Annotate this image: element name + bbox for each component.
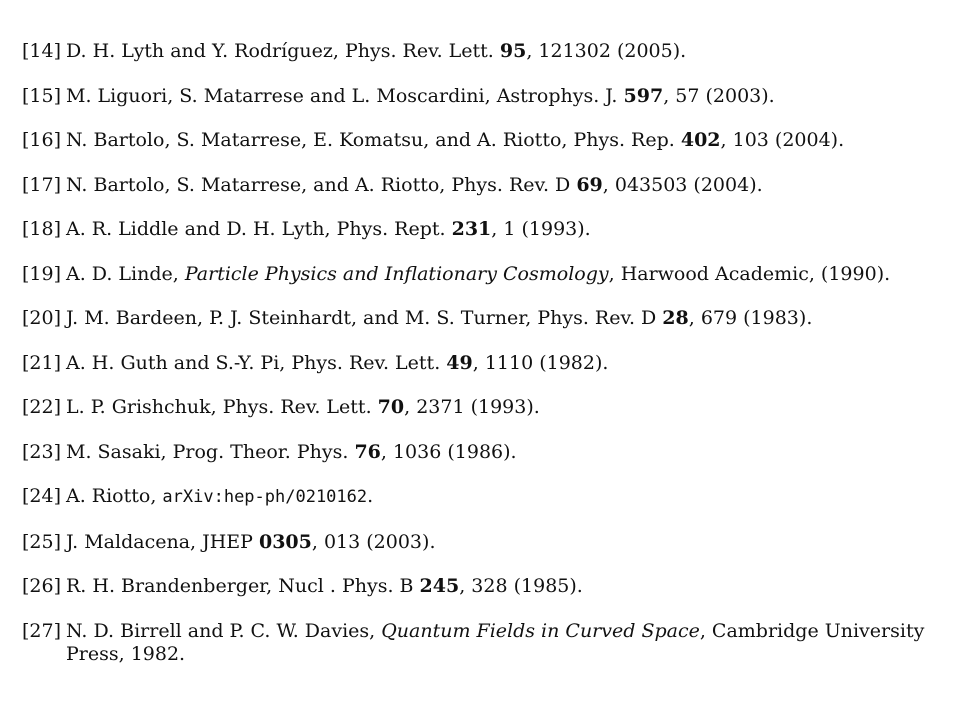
reference-number: [20] (22, 307, 62, 329)
reference-item (22, 485, 942, 509)
reference-item (22, 174, 942, 197)
reference-segment: A. Riotto, (66, 485, 163, 507)
volume-number: 69 (576, 173, 603, 196)
reference-item (22, 352, 942, 375)
reference-number: [16] (22, 129, 62, 151)
reference-segment: , 1036 (1986). (380, 440, 517, 463)
reference-segment: M. Liguori, S. Matarrese and L. Moscardini, Astrophys. J. (66, 84, 624, 107)
reference-number: [25] (22, 530, 62, 553)
reference-item (22, 396, 942, 419)
volume-number: 231 (451, 218, 492, 240)
reference-text (66, 129, 942, 152)
reference-segment: N. D. Birrell and P. C. W. Davies, (66, 619, 382, 642)
volume-number: 28 (662, 307, 689, 329)
reference-segment: , Cambridge University Press, 1982. (66, 619, 925, 665)
reference-item (22, 40, 942, 63)
reference-segment: A. D. Linde, (66, 262, 185, 285)
reference-segment: . (367, 485, 374, 507)
reference-item (22, 441, 942, 464)
volume-number: 76 (354, 440, 381, 463)
reference-number: [21] (22, 351, 62, 374)
reference-segment: A. R. Liddle and D. H. Lyth, Phys. Rept. (66, 218, 452, 240)
reference-number: [24] (22, 485, 62, 507)
reference-segment: , 1 (1993). (491, 218, 591, 240)
reference-segment: D. H. Lyth and Y. Rodríguez, Phys. Rev. Lett. (66, 40, 500, 62)
reference-text (66, 441, 942, 464)
volume-number: 95 (499, 40, 527, 62)
reference-text (66, 575, 942, 598)
volume-number: 0305 (258, 530, 312, 553)
arxiv-id: arXiv:hep-ph/0210162 (162, 487, 368, 507)
volume-number: 49 (446, 351, 473, 374)
reference-text (66, 85, 942, 108)
reference-number: [27] (22, 619, 62, 642)
reference-segment: A. H. Guth and S.-Y. Pi, Phys. Rev. Lett. (66, 351, 447, 374)
reference-segment: , 1110 (1982). (472, 351, 609, 374)
reference-segment: J. Maldacena, JHEP (66, 530, 259, 553)
volume-number: 245 (419, 575, 460, 597)
reference-segment: N. Bartolo, S. Matarrese, and A. Riotto, Phys. Rev. D (66, 173, 577, 196)
reference-segment: , 121302 (2005). (526, 40, 687, 62)
book-title: Quantum Fields in Curved Space (381, 619, 700, 642)
reference-number: [15] (22, 84, 62, 107)
reference-segment: , 2371 (1993). (404, 396, 540, 418)
reference-text (66, 352, 942, 375)
reference-segment: , 679 (1983). (688, 307, 813, 329)
reference-item (22, 263, 942, 286)
reference-text (66, 620, 942, 666)
reference-segment: J. M. Bardeen, P. J. Steinhardt, and M. S. Turner, Phys. Rev. D (66, 307, 663, 329)
volume-number: 597 (623, 84, 664, 107)
reference-segment: L. P. Grishchuk, Phys. Rev. Lett. (66, 396, 378, 418)
reference-number: [22] (22, 396, 62, 418)
reference-item (22, 531, 942, 554)
book-title: Particle Physics and Inflationary Cosmology (184, 262, 609, 285)
reference-segment: N. Bartolo, S. Matarrese, E. Komatsu, and A. Riotto, Phys. Rep. (66, 129, 681, 151)
reference-item (22, 620, 942, 666)
reference-list (22, 40, 942, 687)
reference-segment: , 043503 (2004). (602, 173, 763, 196)
reference-segment: R. H. Brandenberger, Nucl . Phys. B (66, 575, 420, 597)
reference-text (66, 40, 942, 63)
reference-item (22, 129, 942, 152)
reference-segment: , 328 (1985). (459, 575, 583, 597)
reference-text (66, 485, 942, 509)
reference-segment: M. Sasaki, Prog. Theor. Phys. (66, 440, 355, 463)
reference-item (22, 307, 942, 330)
reference-number: [14] (22, 40, 62, 62)
reference-item (22, 85, 942, 108)
reference-segment: , 57 (2003). (663, 84, 775, 107)
reference-text (66, 174, 942, 197)
reference-item (22, 575, 942, 598)
reference-segment: , 103 (2004). (720, 129, 845, 151)
reference-segment: , Harwood Academic, (1990). (608, 262, 891, 285)
reference-segment: , 013 (2003). (311, 530, 436, 553)
volume-number: 402 (680, 129, 721, 151)
reference-text (66, 307, 942, 330)
reference-text (66, 218, 942, 241)
volume-number: 70 (377, 396, 405, 418)
reference-text (66, 531, 942, 554)
reference-number: [23] (22, 440, 62, 463)
reference-number: [19] (22, 262, 62, 285)
reference-number: [26] (22, 575, 62, 597)
reference-text (66, 263, 942, 286)
reference-number: [18] (22, 218, 62, 240)
reference-number: [17] (22, 173, 62, 196)
reference-item (22, 218, 942, 241)
reference-text (66, 396, 942, 419)
